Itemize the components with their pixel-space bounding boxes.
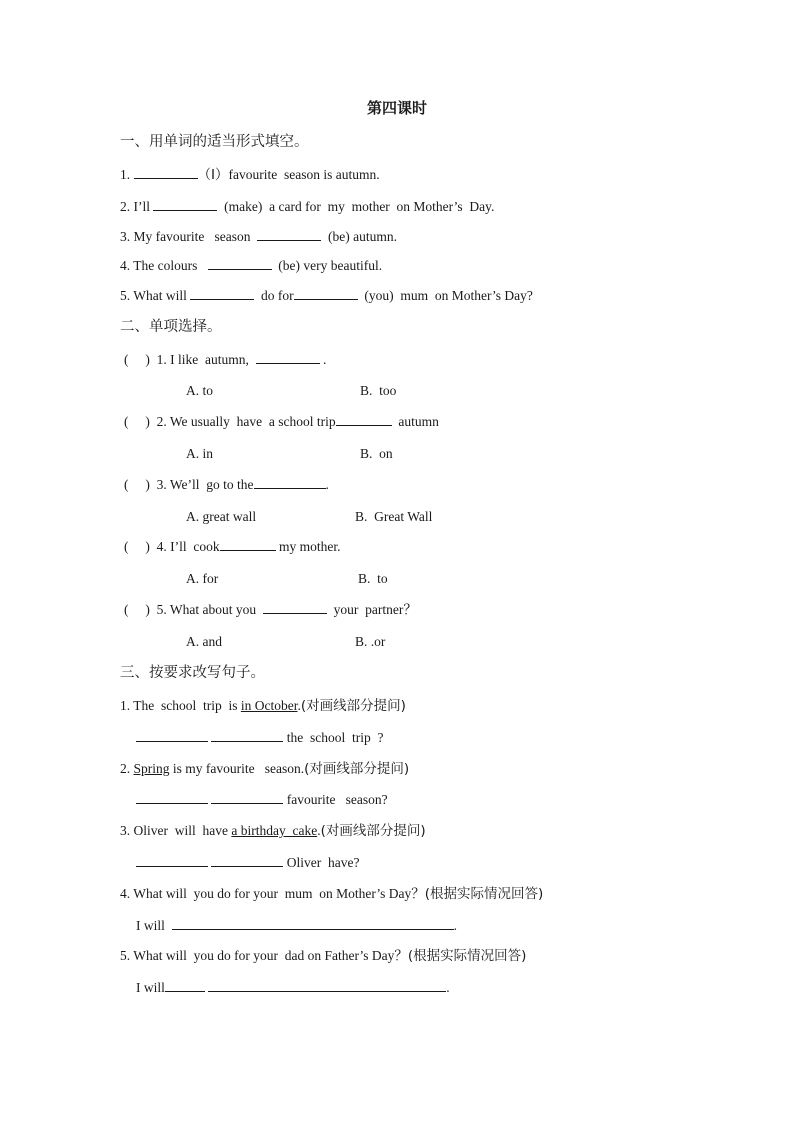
answer-blank[interactable] (294, 287, 358, 300)
s3-answer-2: favourite season? (136, 791, 388, 809)
answer-blank[interactable] (336, 413, 392, 426)
answer-blank[interactable] (172, 917, 454, 930)
s1-question-4: 4. The colours (be) very beautiful. (120, 258, 383, 273)
answer-blank[interactable] (165, 979, 205, 992)
s2-q4-option-a[interactable]: A. for (186, 571, 219, 586)
s2-question-1: ( ) 1. I like autumn, . (124, 352, 327, 367)
underlined-phrase: in October (240, 698, 298, 713)
s1-question-5: 5. What will do for (you) mum on Mother’s Day? (120, 288, 533, 303)
s2-question-5: ( ) 5. What about you your partner？ (124, 602, 417, 618)
section1-heading: 一、用单词的适当形式填空。 (120, 134, 309, 150)
underlined-phrase: Spring (133, 761, 170, 776)
s3-answer-4: I will . (136, 918, 457, 933)
s3-answer-3: Oliver have? (136, 854, 359, 872)
s3-answer-1: the school trip ? (136, 729, 383, 747)
answer-blank[interactable] (190, 287, 254, 300)
s2-q1-option-a[interactable]: A. to (186, 383, 213, 398)
answer-blank[interactable] (256, 351, 320, 364)
s3-answer-5: I will . (136, 980, 450, 995)
s3-question-1: 1. The school trip is in October.(对画线部分提问) (120, 698, 406, 714)
s2-q3-option-a[interactable]: A. great wall (186, 509, 257, 524)
answer-blank[interactable] (211, 854, 283, 867)
s2-q2-option-b[interactable]: B. on (360, 446, 393, 461)
s1-question-3: 3. My favourite season (be) autumn. (120, 229, 397, 244)
s2-q4-option-b[interactable]: B. to (358, 571, 388, 586)
section2-heading: 二、单项选择。 (120, 319, 222, 335)
answer-blank[interactable] (211, 729, 283, 742)
s2-question-3: ( ) 3. We’ll go to the . (124, 477, 329, 492)
s3-question-4: 4. What will you do for your mum on Mother’s Day？(根据实际情况回答) (120, 886, 544, 902)
section3-heading: 三、按要求改写句子。 (120, 665, 265, 681)
answer-blank[interactable] (211, 791, 283, 804)
answer-blank[interactable] (257, 228, 321, 241)
page-title: 第四课时 (366, 99, 427, 117)
s2-q5-option-b[interactable]: B. .or (355, 634, 386, 649)
answer-blank[interactable] (254, 476, 326, 489)
s3-question-2: 2. Spring is my favourite season.(对画线部分提问) (120, 761, 410, 777)
answer-blank[interactable] (134, 166, 198, 179)
answer-blank[interactable] (136, 729, 208, 742)
answer-blank[interactable] (208, 257, 272, 270)
s3-question-3: 3. Oliver will have a birthday cake.(对画线部分提问) (120, 823, 426, 839)
s2-q2-option-a[interactable]: A. in (186, 446, 213, 461)
s1-question-1: 1. （I）favourite season is autumn. (120, 167, 380, 183)
answer-blank[interactable] (208, 979, 446, 992)
s1-question-2: 2. I’ll (make) a card for my mother on Mother’s Day. (120, 199, 495, 214)
answer-blank[interactable] (153, 198, 217, 211)
s2-question-2: ( ) 2. We usually have a school trip autumn (124, 414, 439, 429)
answer-blank[interactable] (220, 538, 276, 551)
underlined-phrase: a birthday cake (231, 823, 318, 838)
answer-blank[interactable] (263, 601, 327, 614)
s2-q1-option-b[interactable]: B. too (360, 383, 397, 398)
answer-blank[interactable] (136, 791, 208, 804)
s2-q5-option-a[interactable]: A. and (186, 634, 222, 649)
s2-question-4: ( ) 4. I’ll cook my mother. (124, 539, 341, 554)
s3-question-5: 5. What will you do for your dad on Father’s Day？(根据实际情况回答) (120, 948, 527, 964)
s2-q3-option-b[interactable]: B. Great Wall (355, 509, 433, 524)
answer-blank[interactable] (136, 854, 208, 867)
